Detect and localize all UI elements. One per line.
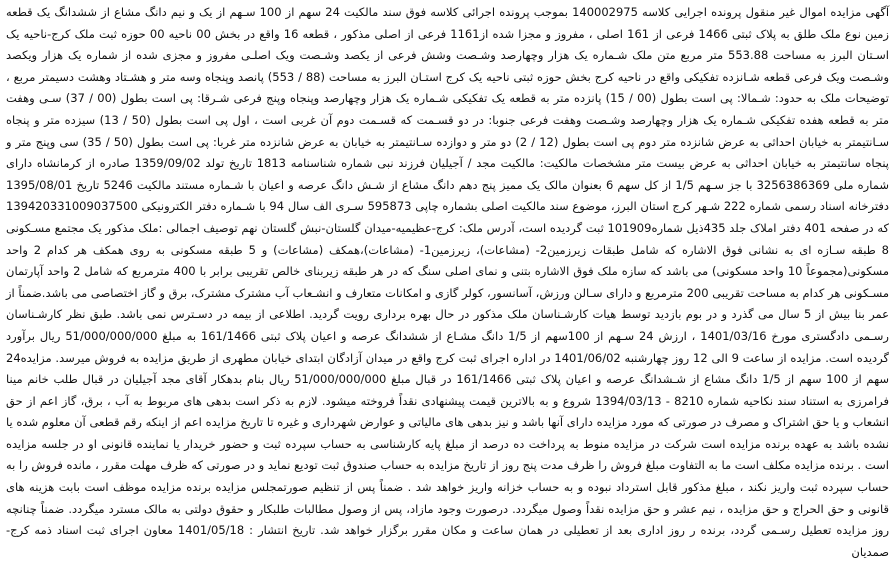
notice-body-text: آگهی مزایده اموال غیر منقول پرونده اجرایی کلاسه 140002975 بموجب پرونده اجرائی کلاسه فوق سند مالکیت 24 سهم از 100 سـهم از یک و نیم دانگ مشاع از ششدانگ یک قطعه زمین نوع ملک طلق به پلاک ثبتی 1466 فرعی از 161 اصلی ، مفروز و مجزا شده از1161 فرعی از اصلی مذکور ، قطعه 16 واقع در بخش 00 ناحیه 00 حوزه ثبت ملک کرج-ناحیه یک اسـتان البرز به مساحت 553.88 متر مربع متن ملک شـماره یک هزار وچهارصد وشـصت وشش فرعی از یکصد وشـصت ویک اصلـی مفروز و مجزی شده از شماره یک هزار ویکصد وشـصت ویک فرعی قطعه شـانزده تفکیکی واقع در ناحیه کرج بخش حوزه ثبتی ناحیه یک کرج استـان البرز به مساحت (88 / 553) پانصد وپنجاه وسه متر و هشـتاد وهشت دسیمتر مربع ، توضیحات ملک به حدود: شـمالا: پی است بطول (00 / 15) پانزده متر به قطعه یک تفکیکی شـماره یک هزار وچهارصد وپنجاه وپنج فرعی شـرقا: پی است بطول (00 / 37) سـی وهفت متر به قطعه هفده تفکیکی شـماره یک هزار وچهارصد وشـصت وهفت فرعی جنوبا: در دو قسـمت که قسـمت دوم آن غربی است ، اول پی است بطول (50 / 13) سیزده متر و پنجاه سـانتیمتر به خیابان احداثی به عرض شانزده متر دوم پی است بطول (12 / 2) دو متر و دوازده سـانتیمتر به خیابان به عرض شانزده متر غربا: پی است بطول (50 / 35) سی وپنج متر و پنجاه سانتیمتر به خیابان احداثی به عرض بیست متر مشخصات مالکیت: مالکیت مجد / آجیلیان فرزند نبی شماره شناسنامه 1813 تاریخ تولد 1359/09/02 صادره از کرمانشاه دارای شماره ملی 3256386369 با جز سـهم 1/5 از کل سهم 6 بعنوان مالک یک ممیز پنج دهم دانگ مشاع از شـش دانگ عرصه و اعیان با شـماره مستند مالکیت 5246 تاریخ 1395/08/01 دفترخانه اسناد رسمی شماره 222 شـهر کرج استان البرز، موضوع سند مالکیت اصلی بشماره چاپی 595873 سـری الف سال 94 با شـماره دفتر الکترونیکی 139420331009037500 که در صفحه 401 دفتر املاک جلد 435ذیل شماره101909 ثبت گردیده است، آدرس ملک: کرج-عظیمیه-میدان گلستان-نبش گلستان نهم توصیف اجمالی :ملک مذکور یک مجتمع مسـکونی 8 طبقه سـازه ای به نشانی فوق الاشاره که شامل طبقات زیرزمین2- (مشاعات)، زیرزمین1- (مشاعات)،همکف (مشاعات) و 5 طبقه مسکونی به روی همکف هر کدام 2 واحد مسکونی(مجموعاً 10 واحد مسکونی) می باشد که سازه ملک فوق الاشاره بتنی و نمای اصلی سنگ که در هر طبقه زیربنای خالص تقریبی برابر با 400 مترمربع که شامل 2 واحد آپارتمان مسـکونی هر کدام به مساحت تقریبی 200 مترمربع و دارای سـالن ورزش، آسانسور، کولر گازی و امکانات متعارف و انشـعاب آب مشترک مشترک، برق و گاز اختصاصی می باشد.ضمناً از عمر بنا بیش از 5 سال می گذرد و در بوم بازدید توسط هیات کارشـناسان ملک مذکور در حال بهره برداری رویت گردید. اطلاعی از بیمه در دسـترس نمی باشد. طبق نظر کارشـناسان رسـمی دادگستری مورخ 1401/03/16 ، ارزش 24 سـهم از 100سهم از 1/5 دانگ مشـاع از ششدانگ عرصه و اعیان پلاک ثبتی 161/1466 به مبلغ 51/000/000/000 ریال برآورد گردیده است. مزایده از ساعت 9 الی 12 روز چهارشنبه 1401/06/02 در اداره اجرای ثبت کرج واقع در میدان آزادگان ابتدای خیابان مطهری از طریق مزایده به فروش میرسد. مزایده24 سهم از 100 سهم از 1/5 دانگ مشاع از شـشدانگ عرصه و اعیان پلاک ثبتی 161/1466 در قبال مبلغ 51/000/000/000 ریال بنام بدهکار آقای مجد آجیلیان در قبال طلب خانم مینا فرامرزی به استناد سند نکاحیه شماره 8210 - 1394/03/13 شروع و به بالاترین قیمت پیشنهادی نقداً فروخته میشود. لازم به ذکر است بدهی های مربوط به آب ، برق، گاز اعم از حق انشعاب و یا حق اشتراک و مصرف در صورتی که مورد مزایده دارای آنها باشد و نیز بدهی های مالیاتی و عوارض شهرداری و غیره تا تاریخ مزایده اعم از اینکه رقم قطعی آن معلوم شده یا نشده باشد به عهده برنده مزایده است شرکت در مزایده منوط به پرداخت ده درصد از مبلغ پایه کارشناسی به حساب سپرده ثبت و حضور خریدار یا نماینده قانونی او در جلسه مزایده است . برنده مزایده مکلف است ما به التفاوت مبلغ فروش را ظرف مدت پنج روز از تاریخ مزایده به حساب صندوق ثبت تودیع نماید و در صورتی که ظرف مهلت مقرر ، مانده فروش را به حساب سپرده ثبت واریز نکند ، مبلغ مذکور قابل استرداد نبوده و به حساب خزانه واریز خواهد شد . ضمناً پس از تنظیم صورتمجلس مزایده برنده مزایده موظف است بابت هزینه های قانونی و حق الحراج و حق مزایده ، نیم عشر و حق مزایده نقداً وصول میگردد. درصورت وجود مازاد، پس از وصول مطالبات طلبکار و حقوق دولتی به مالک مسترد میگردد. ضمناً چنانچه روز مزایده تعطیل رسـمی گردد، برنده ر روز اداری بعد از تعطیلی در همان ساعت و مکان مقرر برگزار خواهد شد. تاریخ انتشار : 1401/05/18 معاون اجرای ثبت اسناد ذمه کرج- صمدیان <box>6 5 890 559</box>
